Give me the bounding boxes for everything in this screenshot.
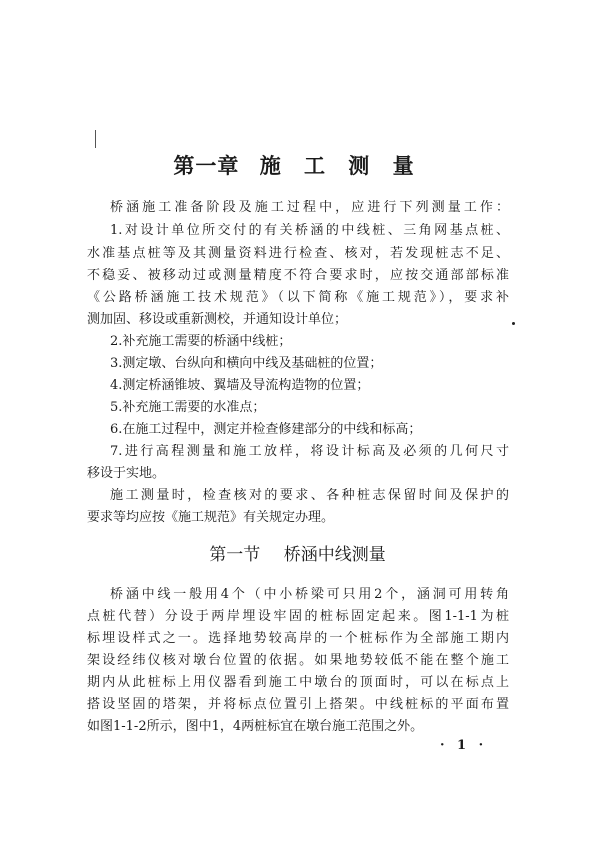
- paragraph-line: 期内从此桩标上用仪器看到施工中墩台的顶面时，可以在标点上: [87, 675, 509, 690]
- paragraph-line: 1.对设计单位所交付的有关桥涵的中线桩、三角网基点桩、: [110, 223, 509, 238]
- list-item: 3.测定墩、台纵向和横向中线及基础桩的位置；: [110, 356, 383, 371]
- paragraph-line: 施工测量时，检查核对的要求、各种桩志保留时间及保护的: [110, 488, 509, 503]
- paragraph-line: 《公路桥涵施工技术规范》（以下简称《施工规范》），要求补: [87, 290, 509, 305]
- paragraph-line: 桥涵施工准备阶段及施工过程中，应进行下列测量工作：: [110, 200, 509, 215]
- section-number: 第一节: [209, 545, 261, 565]
- section-heading: [0, 540, 595, 565]
- paragraph-line: 水准基点桩等及其测量资料进行检查、核对，若发现桩志不足、: [87, 246, 509, 261]
- list-item: 2.补充施工需要的桥涵中线桩；: [110, 334, 292, 349]
- list-item: 6.在施工过程中，测定并检查修建部分的中线和标高；: [110, 422, 422, 437]
- chapter-heading: [0, 150, 595, 180]
- chapter-title: 施 工 测 量: [259, 153, 422, 178]
- paragraph-line: 不稳妥、被移动过或测量精度不符合要求时，应按交通部部标准: [87, 268, 509, 283]
- chapter-number: 第一章: [173, 153, 240, 178]
- paragraph-line: 标埋设样式之一。选择地势较高岸的一个桩标作为全部施工期内: [87, 631, 509, 646]
- paragraph-line: 点桩代替）分设于两岸埋设牢固的桩标固定起来。图1-1-1为桩: [87, 609, 509, 624]
- list-item: 5.补充施工需要的水准点；: [110, 400, 266, 415]
- paragraph-line: 测加固、移设或重新测校，并通知设计单位；: [87, 312, 348, 327]
- list-item: 4.测定桥涵锥坡、翼墙及导流构造物的位置；: [110, 378, 370, 393]
- paragraph-line: 要求等均应按《施工规范》有关规定办理。: [87, 510, 335, 525]
- page-number: · 1 ·: [440, 738, 488, 753]
- list-item: 移设于实地。: [87, 466, 166, 481]
- binding-mark: [95, 130, 96, 148]
- paragraph-line: 如图1-1-2所示，图中1，4两桩标宜在墩台施工范围之外。: [87, 719, 424, 734]
- paragraph-line: 桥涵中线一般用4个（中小桥梁可只用2个，涵洞可用转角: [110, 587, 509, 602]
- paragraph-line: 架设经纬仪核对墩台位置的依据。如果地势较低不能在整个施工: [87, 653, 509, 668]
- paragraph-line: 搭设坚固的塔架，并将标点位置引上搭架。中线桩标的平面布置: [87, 697, 509, 712]
- section-title: 桥涵中线测量: [283, 545, 386, 565]
- scan-speck: [512, 322, 515, 325]
- list-item: 7.进行高程测量和施工放样，将设计标高及必须的几何尺寸: [110, 444, 509, 459]
